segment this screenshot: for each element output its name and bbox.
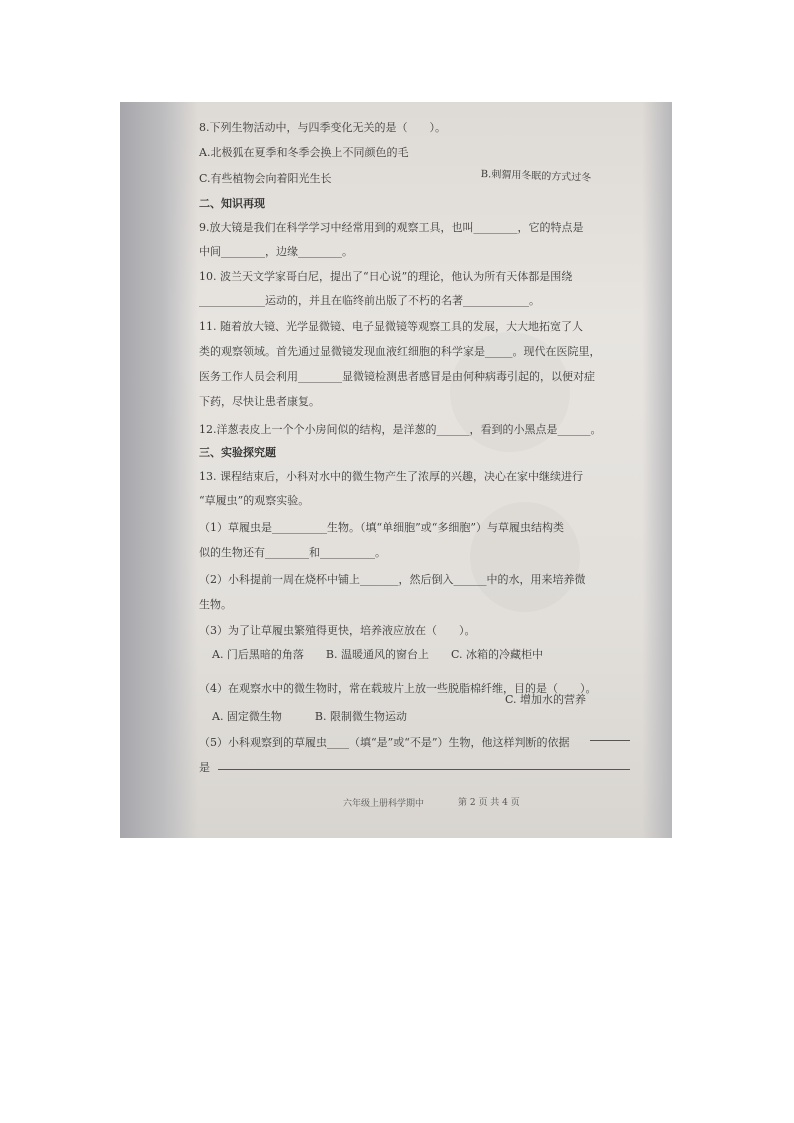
q13-part4-stem: （4）在观察水中的微生物时，常在载玻片上放一些脱脂棉纤维，目的是（ ）。 [199, 682, 597, 695]
q11-line-3: 医务工作人员会利用________显微镜检测患者感冒是由何种病毒引起的，以便对症 [199, 370, 595, 383]
footer-page-number: 第 2 页 共 4 页 [458, 798, 520, 808]
q9-line-1: 9.放大镜是我们在科学学习中经常用到的观察工具，也叫________，它的特点是 [199, 221, 584, 234]
q8-option-c: C.有些植物会向着阳光生长 [199, 172, 332, 185]
q9-line-2: 中间________，边缘________。 [199, 245, 353, 258]
q8-option-a: A.北极狐在夏季和冬季会换上不同颜色的毛 [199, 146, 409, 159]
q8-stem: 8.下列生物活动中，与四季变化无关的是（ ）。 [199, 121, 446, 134]
q13-part4-option-c: C. 增加水的营养 [505, 693, 587, 706]
q10-line-1: 10. 波兰天文学家哥白尼，提出了“日心说”的理论，他认为所有天体都是围绕 [199, 270, 573, 283]
footer-course-title: 六年级上册科学期中 [343, 799, 425, 809]
background-stain [470, 502, 580, 612]
q13-line-2: “草履虫”的观察实验。 [199, 494, 310, 507]
q13-part5-line-2: 是 [199, 761, 210, 774]
q13-part3-stem: （3）为了让草履虫繁殖得更快，培养液应放在（ ）。 [199, 624, 476, 637]
q11-line-2: 类的观察领域。首先通过显微镜发现血液红细胞的科学家是_____。现代在医院里， [199, 345, 601, 358]
answer-line [218, 769, 630, 770]
q11-line-4: 下药，尽快让患者康复。 [199, 395, 320, 408]
section-2-heading: 二、知识再现 [199, 197, 265, 210]
q13-part2-line-1: （2）小科提前一周在烧杯中铺上_______，然后倒入______中的水，用来培养微 [199, 573, 586, 586]
q12-line-1: 12.洋葱表皮上一个个小房间似的结构，是洋葱的______，看到的小黑点是______。 [199, 423, 602, 436]
q13-part4-options-ab: A. 固定微生物 B. 限制微生物运动 [212, 710, 408, 723]
q13-part3-options: A. 门后黑暗的角落 B. 温暖通风的窗台上 C. 冰箱的冷藏柜中 [212, 648, 544, 661]
q13-part1-line-2: 似的生物还有________和__________。 [199, 546, 386, 559]
answer-line-end [590, 740, 630, 741]
q13-part1-line-1: （1）草履虫是__________生物。（填“单细胞”或“多细胞”）与草履虫结构类 [199, 521, 564, 534]
q13-line-1: 13. 课程结束后，小科对水中的微生物产生了浓厚的兴趣，决心在家中继续进行 [199, 470, 583, 483]
q10-line-2: ____________运动的，并且在临终前出版了不朽的名著____________。 [199, 294, 540, 307]
q13-part2-line-2: 生物。 [199, 598, 232, 611]
q11-line-1: 11. 随着放大镜、光学显微镜、电子显微镜等观察工具的发展，大大地拓宽了人 [199, 320, 583, 333]
q8-option-b: B.刺猬用冬眠的方式过冬 [480, 168, 592, 184]
q13-part5-line-1: （5）小科观察到的草履虫____（填“是”或“不是”）生物，他这样判断的依据 [199, 736, 570, 749]
section-3-heading: 三、实验探究题 [199, 446, 276, 459]
